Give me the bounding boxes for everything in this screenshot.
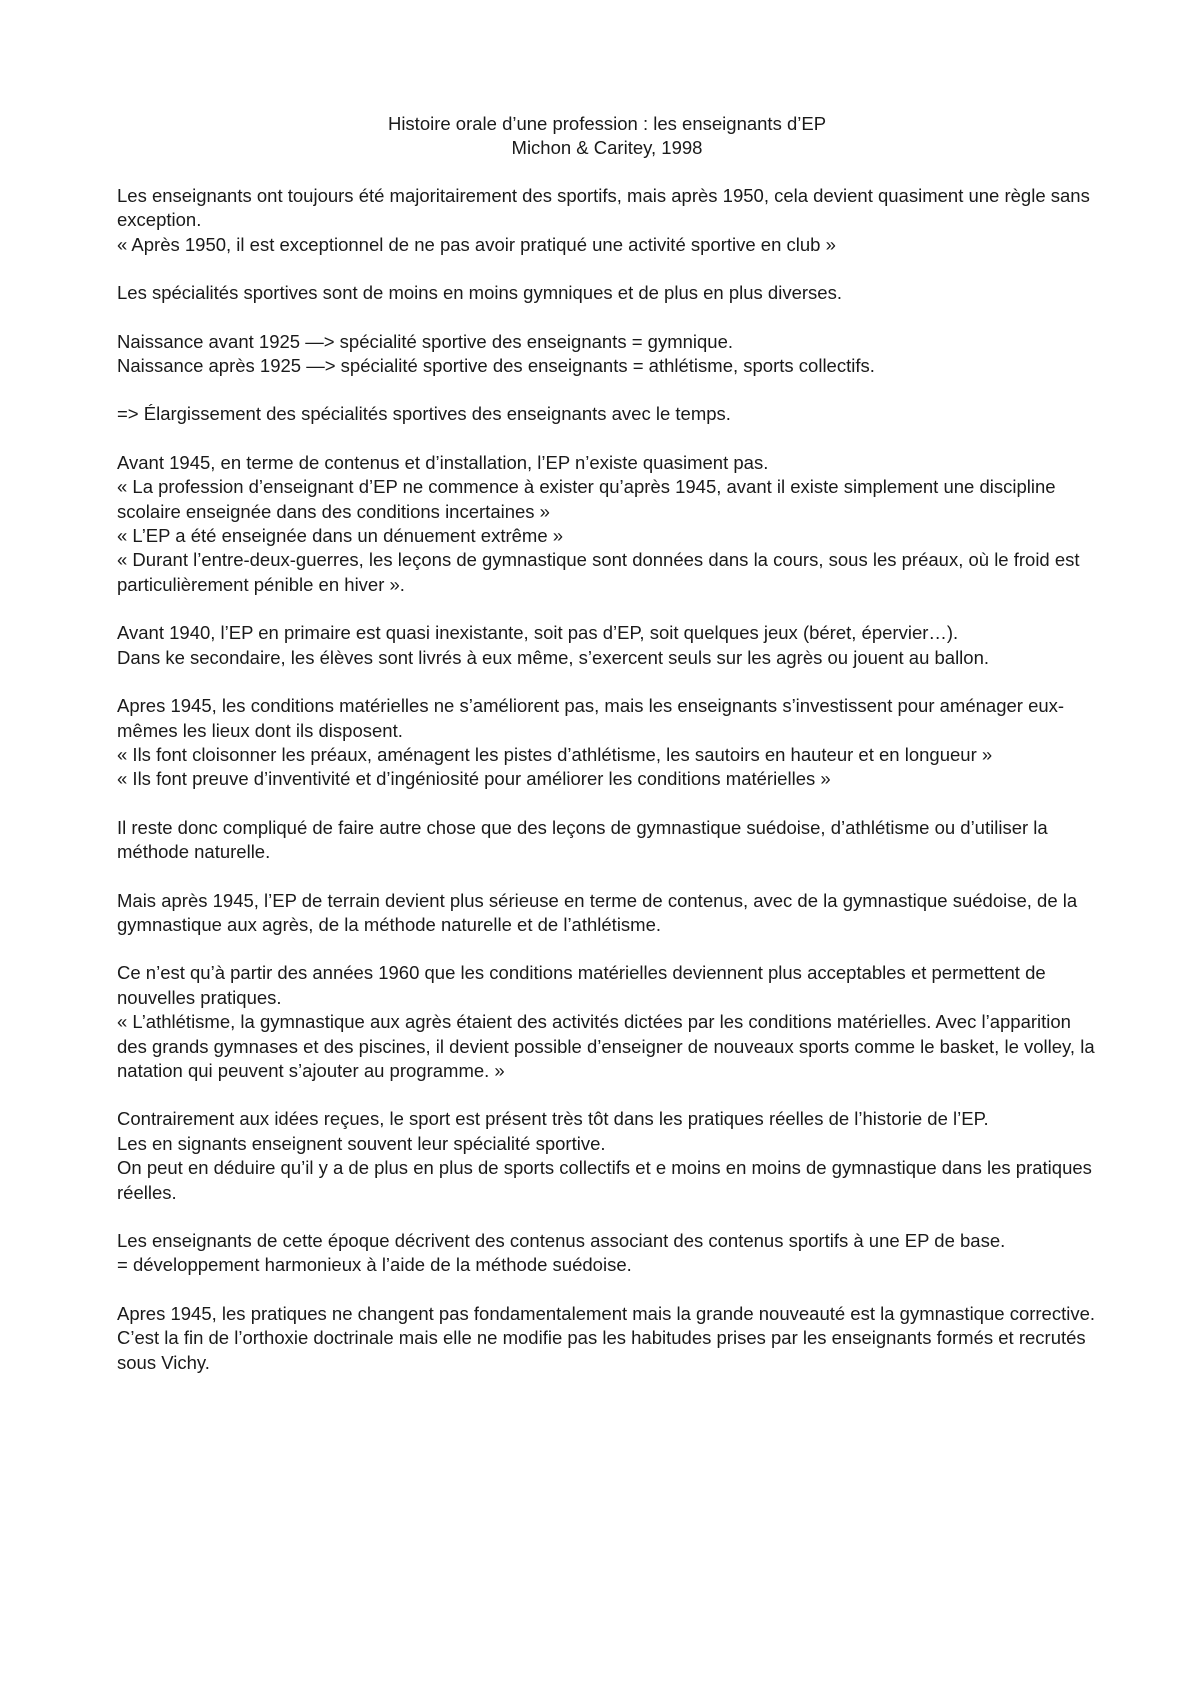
paragraph-line: C’est la fin de l’orthoxie doctrinale mais elle ne modifie pas les habitudes prises par les enseignants formés et recrutés sous Vichy. <box>117 1327 1086 1373</box>
paragraph-line: Les enseignants ont toujours été majoritairement des sportifs, mais après 1950, cela devient quasiment une règle sans exception. <box>117 185 1090 231</box>
paragraph <box>117 889 1097 938</box>
paragraph-line: Naissance avant 1925 —> spécialité sportive des enseignants = gymnique. <box>117 330 734 352</box>
paragraph-line: « L’athlétisme, la gymnastique aux agrès étaient des activités dictées par les conditions matérielles. Avec l’apparition des grands gymnases et des piscines, il devient possible d’enseigner de nouveaux sports comme le basket, le volley, la natation qui peuvent s’ajouter au programme. » <box>117 1011 1095 1081</box>
paragraph-line: Les spécialités sportives sont de moins en moins gymniques et de plus en plus diverses. <box>117 282 842 304</box>
document-authors: Michon & Caritey, 1998 <box>511 137 703 158</box>
paragraph-line: = développement harmonieux à l’aide de la méthode suédoise. <box>117 1254 632 1276</box>
document-body <box>117 184 1097 1375</box>
paragraph-line: « Ils font cloisonner les préaux, aménagent les pistes d’athlétisme, les sautoirs en hauteur et en longueur » <box>117 743 993 765</box>
paragraph-line: Apres 1945, les conditions matérielles ne s’améliorent pas, mais les enseignants s’investissent pour aménager eux-mêmes les lieux dont ils disposent. <box>117 695 1065 741</box>
paragraph <box>117 184 1097 257</box>
paragraph <box>117 816 1097 865</box>
paragraph-line: Ce n’est qu’à partir des années 1960 que les conditions matérielles deviennent plus acceptables et permettent de nouvelles pratiques. <box>117 962 1046 1008</box>
paragraph <box>117 402 1097 426</box>
paragraph-line: Contrairement aux idées reçues, le sport est présent très tôt dans les pratiques réelles de l’historie de l’EP. <box>117 1108 989 1130</box>
paragraph <box>117 694 1097 792</box>
paragraph-line: => Élargissement des spécialités sportives des enseignants avec le temps. <box>117 403 731 425</box>
paragraph <box>117 1107 1097 1205</box>
paragraph-line: Dans ke secondaire, les élèves sont livrés à eux même, s’exercent seuls sur les agrès ou jouent au ballon. <box>117 646 990 668</box>
paragraph-line: Avant 1945, en terme de contenus et d’installation, l’EP n’existe quasiment pas. <box>117 451 769 473</box>
paragraph-line: Les en signants enseignent souvent leur spécialité sportive. <box>117 1132 606 1154</box>
paragraph-line: Mais après 1945, l’EP de terrain devient plus sérieuse en terme de contenus, avec de la gymnastique suédoise, de la gymnastique aux agrès, de la méthode naturelle et de l’athlétisme. <box>117 889 1078 935</box>
paragraph-line: Naissance après 1925 —> spécialité sportive des enseignants = athlétisme, sports collectifs. <box>117 355 875 377</box>
document-page <box>117 112 1097 1399</box>
document-header <box>117 112 1097 160</box>
paragraph-line: « Durant l’entre-deux-guerres, les leçons de gymnastique sont données dans la cours, sous les préaux, où le froid est particulièrement pénible en hiver ». <box>117 549 1080 595</box>
paragraph-line: Apres 1945, les pratiques ne changent pas fondamentalement mais la grande nouveauté est la gymnastique corrective. <box>117 1302 1096 1324</box>
paragraph-line: « Ils font preuve d’inventivité et d’ingéniosité pour améliorer les conditions matérielles » <box>117 768 831 790</box>
paragraph <box>117 451 1097 597</box>
paragraph-line: Il reste donc compliqué de faire autre chose que des leçons de gymnastique suédoise, d’athlétisme ou d’utiliser la méthode naturelle. <box>117 816 1048 863</box>
paragraph-line: « L’EP a été enseignée dans un dénuement extrême » <box>117 525 564 547</box>
paragraph-line: « Après 1950, il est exceptionnel de ne pas avoir pratiqué une activité sportive en club » <box>117 233 836 255</box>
paragraph <box>117 621 1097 670</box>
paragraph <box>117 330 1097 379</box>
paragraph <box>117 961 1097 1083</box>
paragraph-line: Les enseignants de cette époque décrivent des contenus associant des contenus sportifs à une EP de base. <box>117 1230 1006 1251</box>
paragraph <box>117 1229 1097 1278</box>
document-title: Histoire orale d’une profession : les enseignants d’EP <box>387 113 827 134</box>
paragraph-line: « La profession d’enseignant d’EP ne commence à exister qu’après 1945, avant il existe simplement une discipline scolaire enseignée dans des conditions incertaines » <box>117 476 1056 522</box>
paragraph <box>117 1302 1097 1375</box>
paragraph-line: Avant 1940, l’EP en primaire est quasi inexistante, soit pas d’EP, soit quelques jeux (béret, épervier…). <box>117 622 959 644</box>
paragraph-line: On peut en déduire qu’il y a de plus en plus de sports collectifs et e moins en moins de gymnastique dans les pratiques réelles. <box>117 1157 1092 1203</box>
paragraph <box>117 281 1097 305</box>
